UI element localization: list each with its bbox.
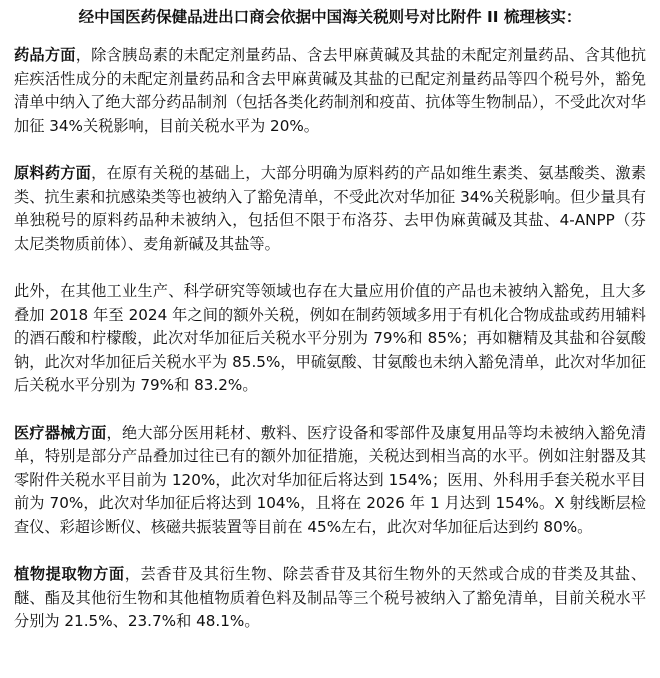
paragraph-other-products	[14, 280, 646, 398]
paragraph-lead-medical-devices: 医疗器械方面	[14, 423, 107, 442]
paragraph-medical-devices	[14, 422, 646, 540]
paragraph-lead-plant-extracts: 植物提取物方面	[14, 565, 125, 583]
paragraph-drugs	[14, 44, 646, 138]
paragraph-text-other-products: 此外，在其他工业生产、科学研究等领域也存在大量应用价值的产品也未被纳入豁免，且大多叠加 2018 年至 2024 年之间的额外关税，例如在制药领域多用于有机化合物成盐或药用辅料的酒石酸和柠檬酸，此次对华加征后关税水平分别为 79%和 85%；再如糖精及其盐和谷氨酸钠，此次对华加征后关税水平为 85.5%，甲硫氨酸、甘氨酸也未纳入豁免清单，此次对华加征后关税水平分别为 79%和 83.2%。	[14, 282, 646, 394]
paragraph-text-plant-extracts: ，芸香苷及其衍生物、除芸香苷及其衍生物外的天然或合成的苷类及其盐、醚、酯及其他衍生物和其他植物质着色料及制品等三个税号被纳入了豁免清单，目前关税水平分别为 21.5%、23.7%和 48.1%。	[14, 565, 647, 630]
paragraph-lead-drugs: 药品方面	[14, 46, 76, 64]
document-title: 经中国医药保健品进出口商会依据中国海关税则号对比附件 II 梳理核实：	[78, 8, 582, 26]
paragraph-lead-api: 原料药方面	[14, 164, 92, 182]
paragraph-api	[14, 162, 646, 256]
paragraph-text-api: ，在原有关税的基础上，大部分明确为原料药的产品如维生素类、氨基酸类、激素类、抗生素和抗感染类等也被纳入了豁免清单，不受此次对华加征 34%关税影响。但少量具有单独税号的原料药品种未被纳入，包括但不限于布洛芬、去甲伪麻黄碱及其盐、4-ANPP（芬太尼类物质前体）、麦角新碱及其盐等。	[14, 164, 647, 253]
paragraph-plant-extracts	[14, 563, 646, 634]
paragraph-text-drugs: ，除含胰岛素的未配定剂量药品、含去甲麻黄碱及其盐的未配定剂量药品、含其他抗疟疾活性成分的未配定剂量药品和含去甲麻黄碱及其盐的已配定剂量药品等四个税号外，豁免清单中纳入了绝大部分药品制剂（包括各类化药制剂和疫苗、抗体等生物制品），不受此次对华加征 34%关税影响，目前关税水平为 20%。	[14, 46, 647, 135]
paragraph-text-medical-devices: ，绝大部分医用耗材、敷料、医疗设备和零部件及康复用品等均未被纳入豁免清单，特别是部分产品叠加过往已有的额外加征措施，关税达到相当高的水平。例如注射器及其零附件关税水平目前为 120%，此次对华加征后将达到 154%；医用、外科用手套关税水平目前为 70%，此次对华加征后将达到 104%，且将在 2026 年 1 月达到 154%。X 射线断层检查仪、彩超诊断仪、核磁共振装置等目前在 45%左右，此次对华加征后达到约 80%。	[14, 423, 647, 536]
